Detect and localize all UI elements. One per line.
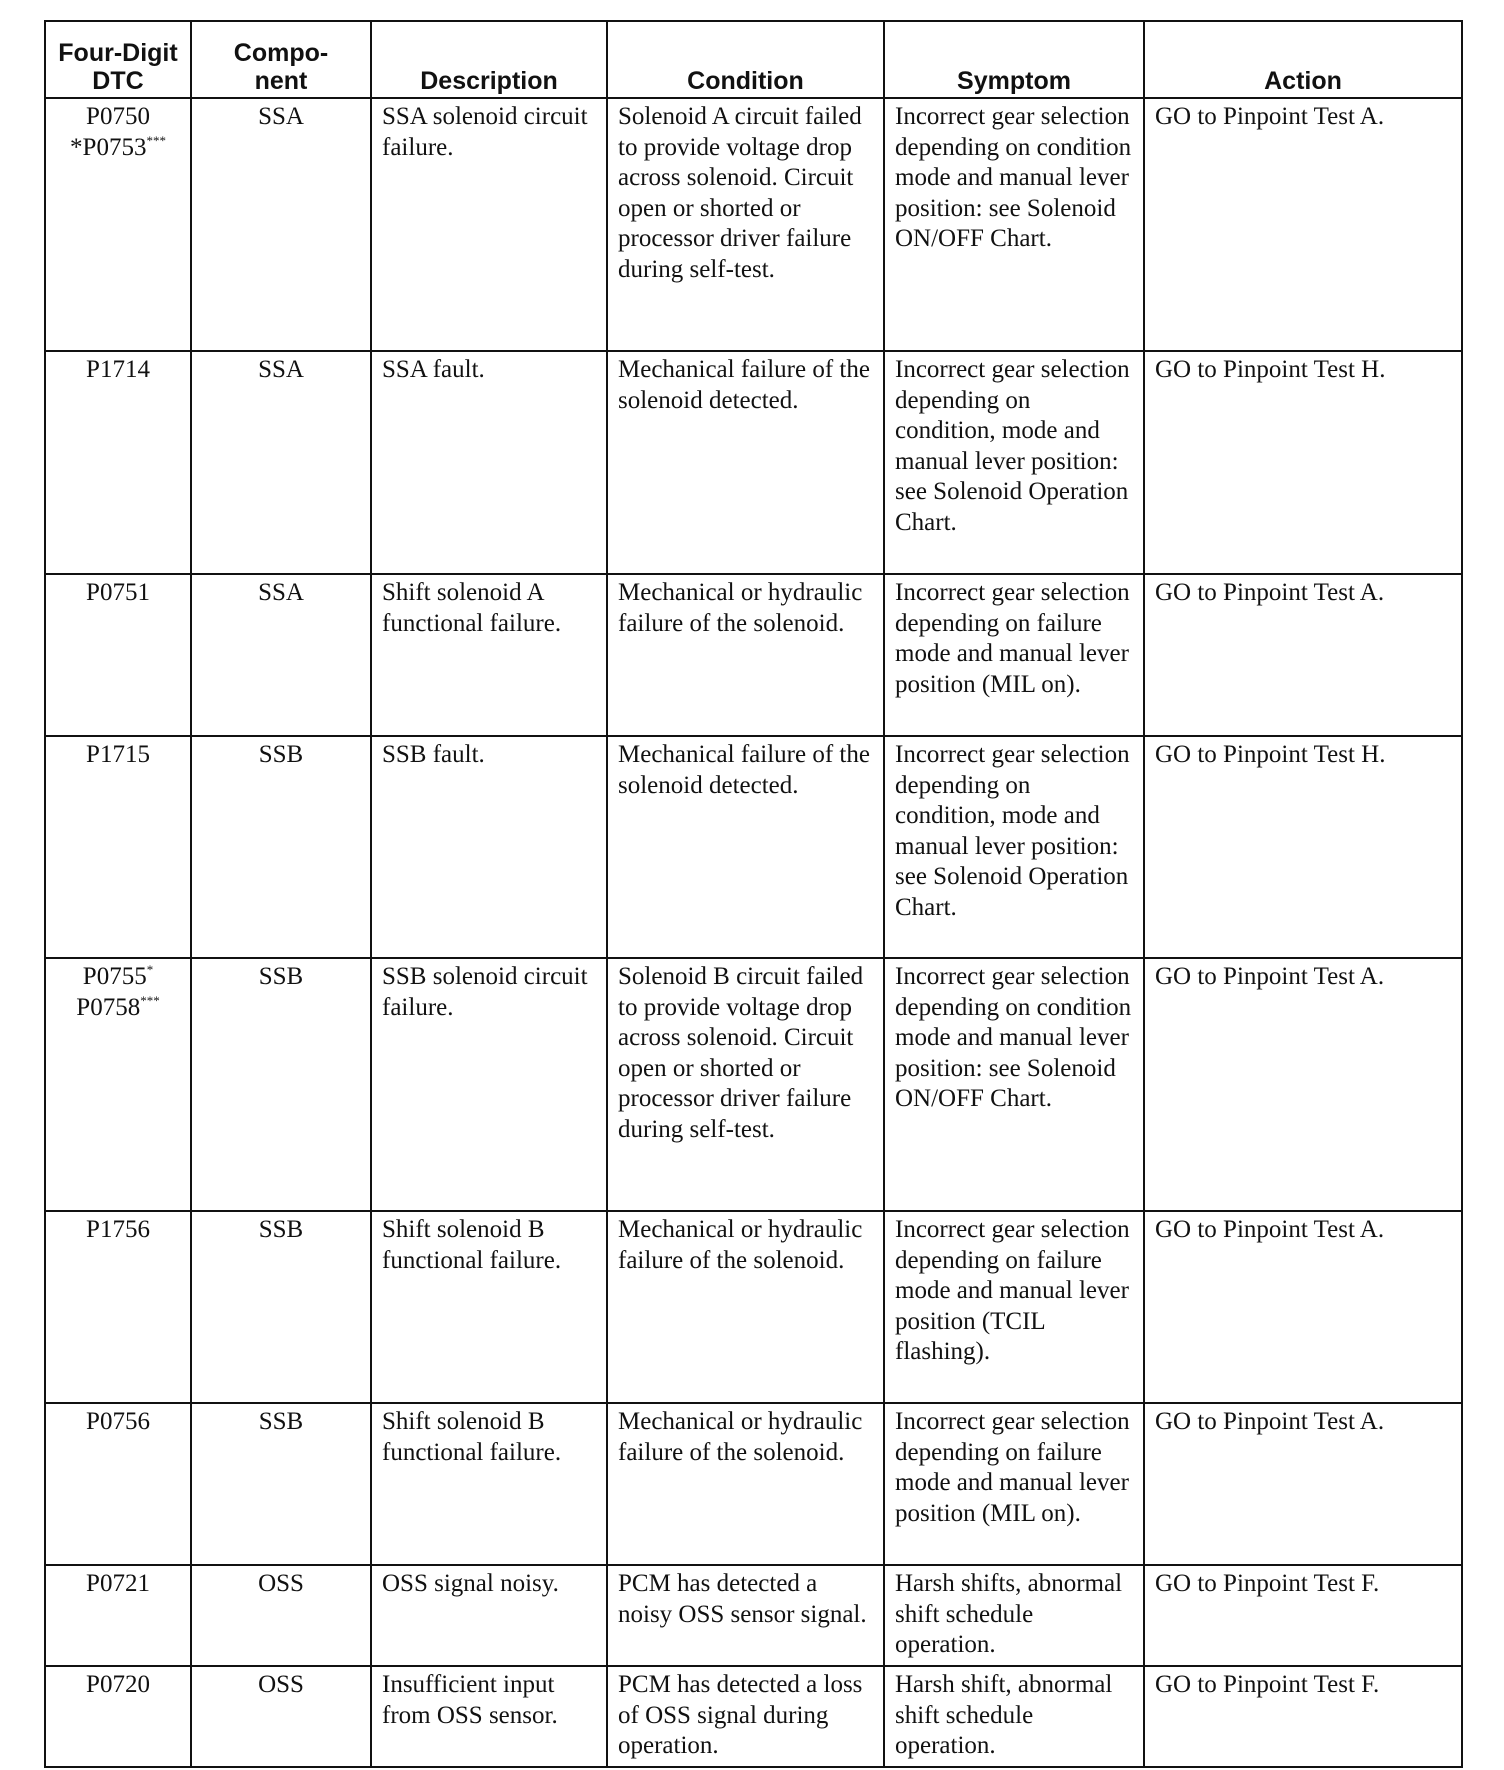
component-cell: SSA — [191, 351, 371, 574]
header-component: Compo- nent — [191, 21, 371, 98]
component-cell: OSS — [191, 1666, 371, 1767]
description-cell: SSB fault. — [371, 736, 607, 958]
condition-cell: Mechanical failure of the solenoid detected. — [607, 351, 884, 574]
symptom-cell: Incorrect gear selection depending on condition, mode and manual lever position: see Solenoid Operation Chart. — [884, 351, 1144, 574]
condition-cell: Mechanical or hydraulic failure of the solenoid. — [607, 1211, 884, 1403]
action-cell: GO to Pinpoint Test F. — [1144, 1666, 1462, 1767]
condition-cell: Mechanical or hydraulic failure of the solenoid. — [607, 1403, 884, 1565]
action-cell: GO to Pinpoint Test A. — [1144, 1403, 1462, 1565]
symptom-cell: Incorrect gear selection depending on condition mode and manual lever position: see Solenoid ON/OFF Chart. — [884, 98, 1144, 351]
action-cell: GO to Pinpoint Test A. — [1144, 98, 1462, 351]
dtc-cell: P0720 — [45, 1666, 191, 1767]
dtc-table — [44, 20, 1463, 1768]
header-condition: Condition — [607, 21, 884, 98]
component-cell: SSB — [191, 736, 371, 958]
table-row — [45, 1403, 1462, 1565]
table-row — [45, 1211, 1462, 1403]
condition-cell: PCM has detected a noisy OSS sensor signal. — [607, 1565, 884, 1666]
dtc-cell: P1715 — [45, 736, 191, 958]
dtc-cell: P0751 — [45, 574, 191, 736]
symptom-cell: Incorrect gear selection depending on condition mode and manual lever position: see Solenoid ON/OFF Chart. — [884, 958, 1144, 1211]
condition-cell: Mechanical failure of the solenoid detected. — [607, 736, 884, 958]
component-cell: SSB — [191, 958, 371, 1211]
header-dtc: Four-Digit DTC — [45, 21, 191, 98]
description-cell: SSB solenoid circuit failure. — [371, 958, 607, 1211]
description-cell: Shift solenoid B functional failure. — [371, 1403, 607, 1565]
header-row — [45, 21, 1462, 98]
dtc-cell: P1756 — [45, 1211, 191, 1403]
symptom-cell: Harsh shift, abnormal shift schedule operation. — [884, 1666, 1144, 1767]
component-cell: SSB — [191, 1403, 371, 1565]
header-description: Description — [371, 21, 607, 98]
condition-cell: Solenoid A circuit failed to provide voltage drop across solenoid. Circuit open or shorted or processor driver failure during self-test. — [607, 98, 884, 351]
description-cell: SSA solenoid circuit failure. — [371, 98, 607, 351]
description-cell: OSS signal noisy. — [371, 1565, 607, 1666]
condition-cell: Mechanical or hydraulic failure of the solenoid. — [607, 574, 884, 736]
condition-cell: PCM has detected a loss of OSS signal during operation. — [607, 1666, 884, 1767]
dtc-cell: P0755* P0758*** — [45, 958, 191, 1211]
description-cell: SSA fault. — [371, 351, 607, 574]
dtc-cell: P0756 — [45, 1403, 191, 1565]
dtc-cell: P0721 — [45, 1565, 191, 1666]
table-row — [45, 958, 1462, 1211]
table-row — [45, 351, 1462, 574]
action-cell: GO to Pinpoint Test A. — [1144, 958, 1462, 1211]
table-row — [45, 736, 1462, 958]
component-cell: OSS — [191, 1565, 371, 1666]
dtc-cell: P0750 *P0753*** — [45, 98, 191, 351]
action-cell: GO to Pinpoint Test H. — [1144, 351, 1462, 574]
component-cell: SSA — [191, 98, 371, 351]
table-row — [45, 1565, 1462, 1666]
description-cell: Shift solenoid A functional failure. — [371, 574, 607, 736]
table-row — [45, 98, 1462, 351]
symptom-cell: Incorrect gear selection depending on failure mode and manual lever position (MIL on). — [884, 574, 1144, 736]
symptom-cell: Incorrect gear selection depending on failure mode and manual lever position (TCIL flashing). — [884, 1211, 1144, 1403]
table-row — [45, 574, 1462, 736]
component-cell: SSA — [191, 574, 371, 736]
action-cell: GO to Pinpoint Test H. — [1144, 736, 1462, 958]
action-cell: GO to Pinpoint Test A. — [1144, 1211, 1462, 1403]
condition-cell: Solenoid B circuit failed to provide voltage drop across solenoid. Circuit open or shorted or processor driver failure during self-test. — [607, 958, 884, 1211]
action-cell: GO to Pinpoint Test A. — [1144, 574, 1462, 736]
action-cell: GO to Pinpoint Test F. — [1144, 1565, 1462, 1666]
symptom-cell: Harsh shifts, abnormal shift schedule operation. — [884, 1565, 1144, 1666]
description-cell: Insufficient input from OSS sensor. — [371, 1666, 607, 1767]
symptom-cell: Incorrect gear selection depending on condition, mode and manual lever position: see Solenoid Operation Chart. — [884, 736, 1144, 958]
symptom-cell: Incorrect gear selection depending on failure mode and manual lever position (MIL on). — [884, 1403, 1144, 1565]
component-cell: SSB — [191, 1211, 371, 1403]
header-action: Action — [1144, 21, 1462, 98]
description-cell: Shift solenoid B functional failure. — [371, 1211, 607, 1403]
dtc-cell: P1714 — [45, 351, 191, 574]
header-symptom: Symptom — [884, 21, 1144, 98]
table-row — [45, 1666, 1462, 1767]
